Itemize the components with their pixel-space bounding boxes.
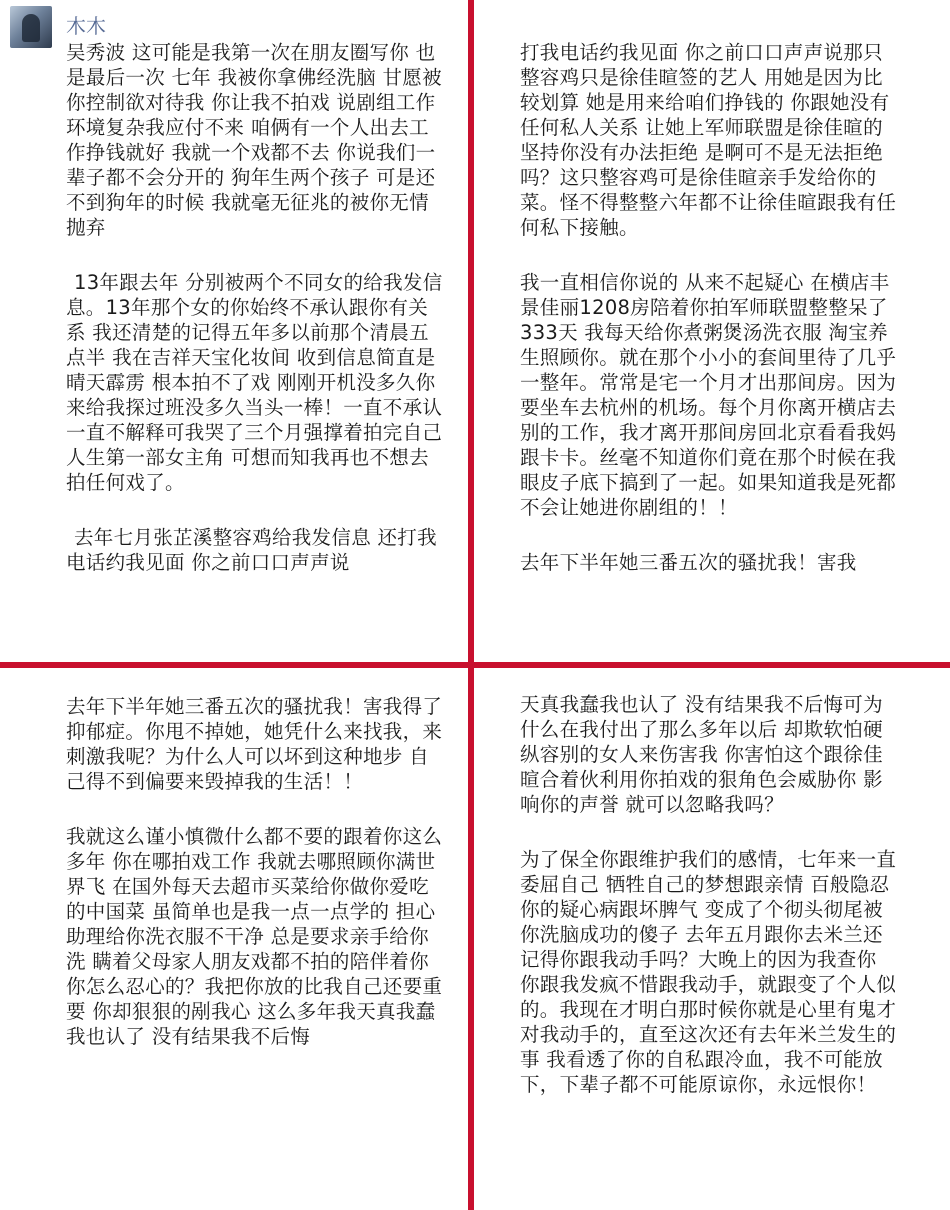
post-text: [66, 40, 446, 605]
post-text: [520, 692, 900, 1127]
paragraph: 去年七月张芷溪整容鸡给我发信息 还打我电话约我见面 你之前口口声声说: [66, 526, 437, 574]
vertical-divider: [468, 0, 474, 1210]
paragraph: 去年下半年她三番五次的骚扰我！害我得了抑郁症。你甩不掉她，她凭什么来找我，来刺激我呢？为什么人可以坏到这种地步 自己得不到偏要来毁掉我的生活！！: [66, 695, 443, 793]
username[interactable]: 木木: [66, 14, 106, 38]
paragraph: 为了保全你跟维护我们的感情，七年来一直委屈自己 牺牲自己的梦想跟亲情 百般隐忍你的疑心病跟坏脾气 变成了个彻头彻尾被你洗脑成功的傻子 去年五月跟你去米兰还记得你跟我动手吗？大晚上的因为我查你 你跟我发疯不惜跟我动手，就跟变了个人似的。我现在才明白那时候你就是心里有鬼才对我动手的，直至这次还有去年米兰发生的事 我看透了你的自私跟冷血，我不可能放下，下辈子都不可能原谅你，永远恨你！: [520, 848, 897, 1096]
post-text: [520, 40, 900, 605]
paragraph: 我一直相信你说的 从来不起疑心 在横店丰景佳丽1208房陪着你拍军师联盟整整呆了333天 我每天给你煮粥煲汤洗衣服 淘宝养生照顾你。就在那个小小的套间里待了几乎一整年。常常是宅一个月才出那间房。因为要坐车去杭州的机场。每个月你离开横店去别的工作，我才离开那间房回北京看看我妈跟卡卡。丝毫不知道你们竟在那个时候在我眼皮子底下搞到了一起。如果知道我是死都不会让她进你剧组的！！: [520, 271, 897, 519]
screenshot-panel-3: [0, 668, 468, 1210]
screenshot-panel-1: [0, 0, 468, 662]
horizontal-divider: [0, 662, 950, 668]
paragraph: 13年跟去年 分别被两个不同女的给我发信息。13年那个女的你始终不承认跟你有关系 我还清楚的记得五年多以前那个清晨五点半 我在吉祥天宝化妆间 收到信息简直是晴天霹雳 根本拍不了戏 刚刚开机没多久你来给我探过班没多久当头一棒！一直不承认一直不解释可我哭了三个月强撑着拍完自己人生第一部女主角 可想而知我再也不想去拍任何戏了。: [66, 271, 443, 494]
paragraph: 打我电话约我见面 你之前口口声声说那只整容鸡只是徐佳暄签的艺人 用她是因为比较划算 她是用来给咱们挣钱的 你跟她没有任何私人关系 让她上军师联盟是徐佳暄的坚持你没有办法拒绝 是啊可不是无法拒绝吗？这只整容鸡可是徐佳暄亲手发给你的菜。怪不得整整六年都不让徐佳暄跟我有任何私下接触。: [520, 41, 897, 239]
screenshot-panel-2: [474, 0, 950, 662]
paragraph: 我就这么谨小慎微什么都不要的跟着你这么多年 你在哪拍戏工作 我就去哪照顾你满世界飞 在国外每天去超市买菜给你做你爱吃的中国菜 虽简单也是我一点一点学的 担心助理给你洗衣服不干净 总是要求亲手给你洗 瞒着父母家人朋友戏都不拍的陪伴着你 你怎么忍心的？我把你放的比我自己还要重要 你却狠狠的剐我心 这么多年我天真我蠢我也认了 没有结果我不后悔: [66, 825, 443, 1048]
avatar[interactable]: [10, 6, 52, 48]
post-text: [66, 694, 446, 1079]
paragraph: 天真我蠢我也认了 没有结果我不后悔可为什么在我付出了那么多年以后 却欺软怕硬纵容别的女人来伤害我 你害怕这个跟徐佳暄合着伙利用你拍戏的狠角色会威胁你 影响你的声誉 就可以忽略我吗？: [520, 693, 883, 816]
paragraph: 吴秀波 这可能是我第一次在朋友圈写你 也是最后一次 七年 我被你拿佛经洗脑 甘愿被你控制欲对待我 你让我不拍戏 说剧组工作环境复杂我应付不来 咱俩有一个人出去工作挣钱就好 我就一个戏都不去 你说我们一辈子都不会分开的 狗年生两个孩子 可是还不到狗年的时候 我就毫无征兆的被你无情抛弃: [66, 41, 442, 239]
paragraph: 去年下半年她三番五次的骚扰我！害我: [520, 551, 857, 574]
screenshot-panel-4: [474, 668, 950, 1210]
